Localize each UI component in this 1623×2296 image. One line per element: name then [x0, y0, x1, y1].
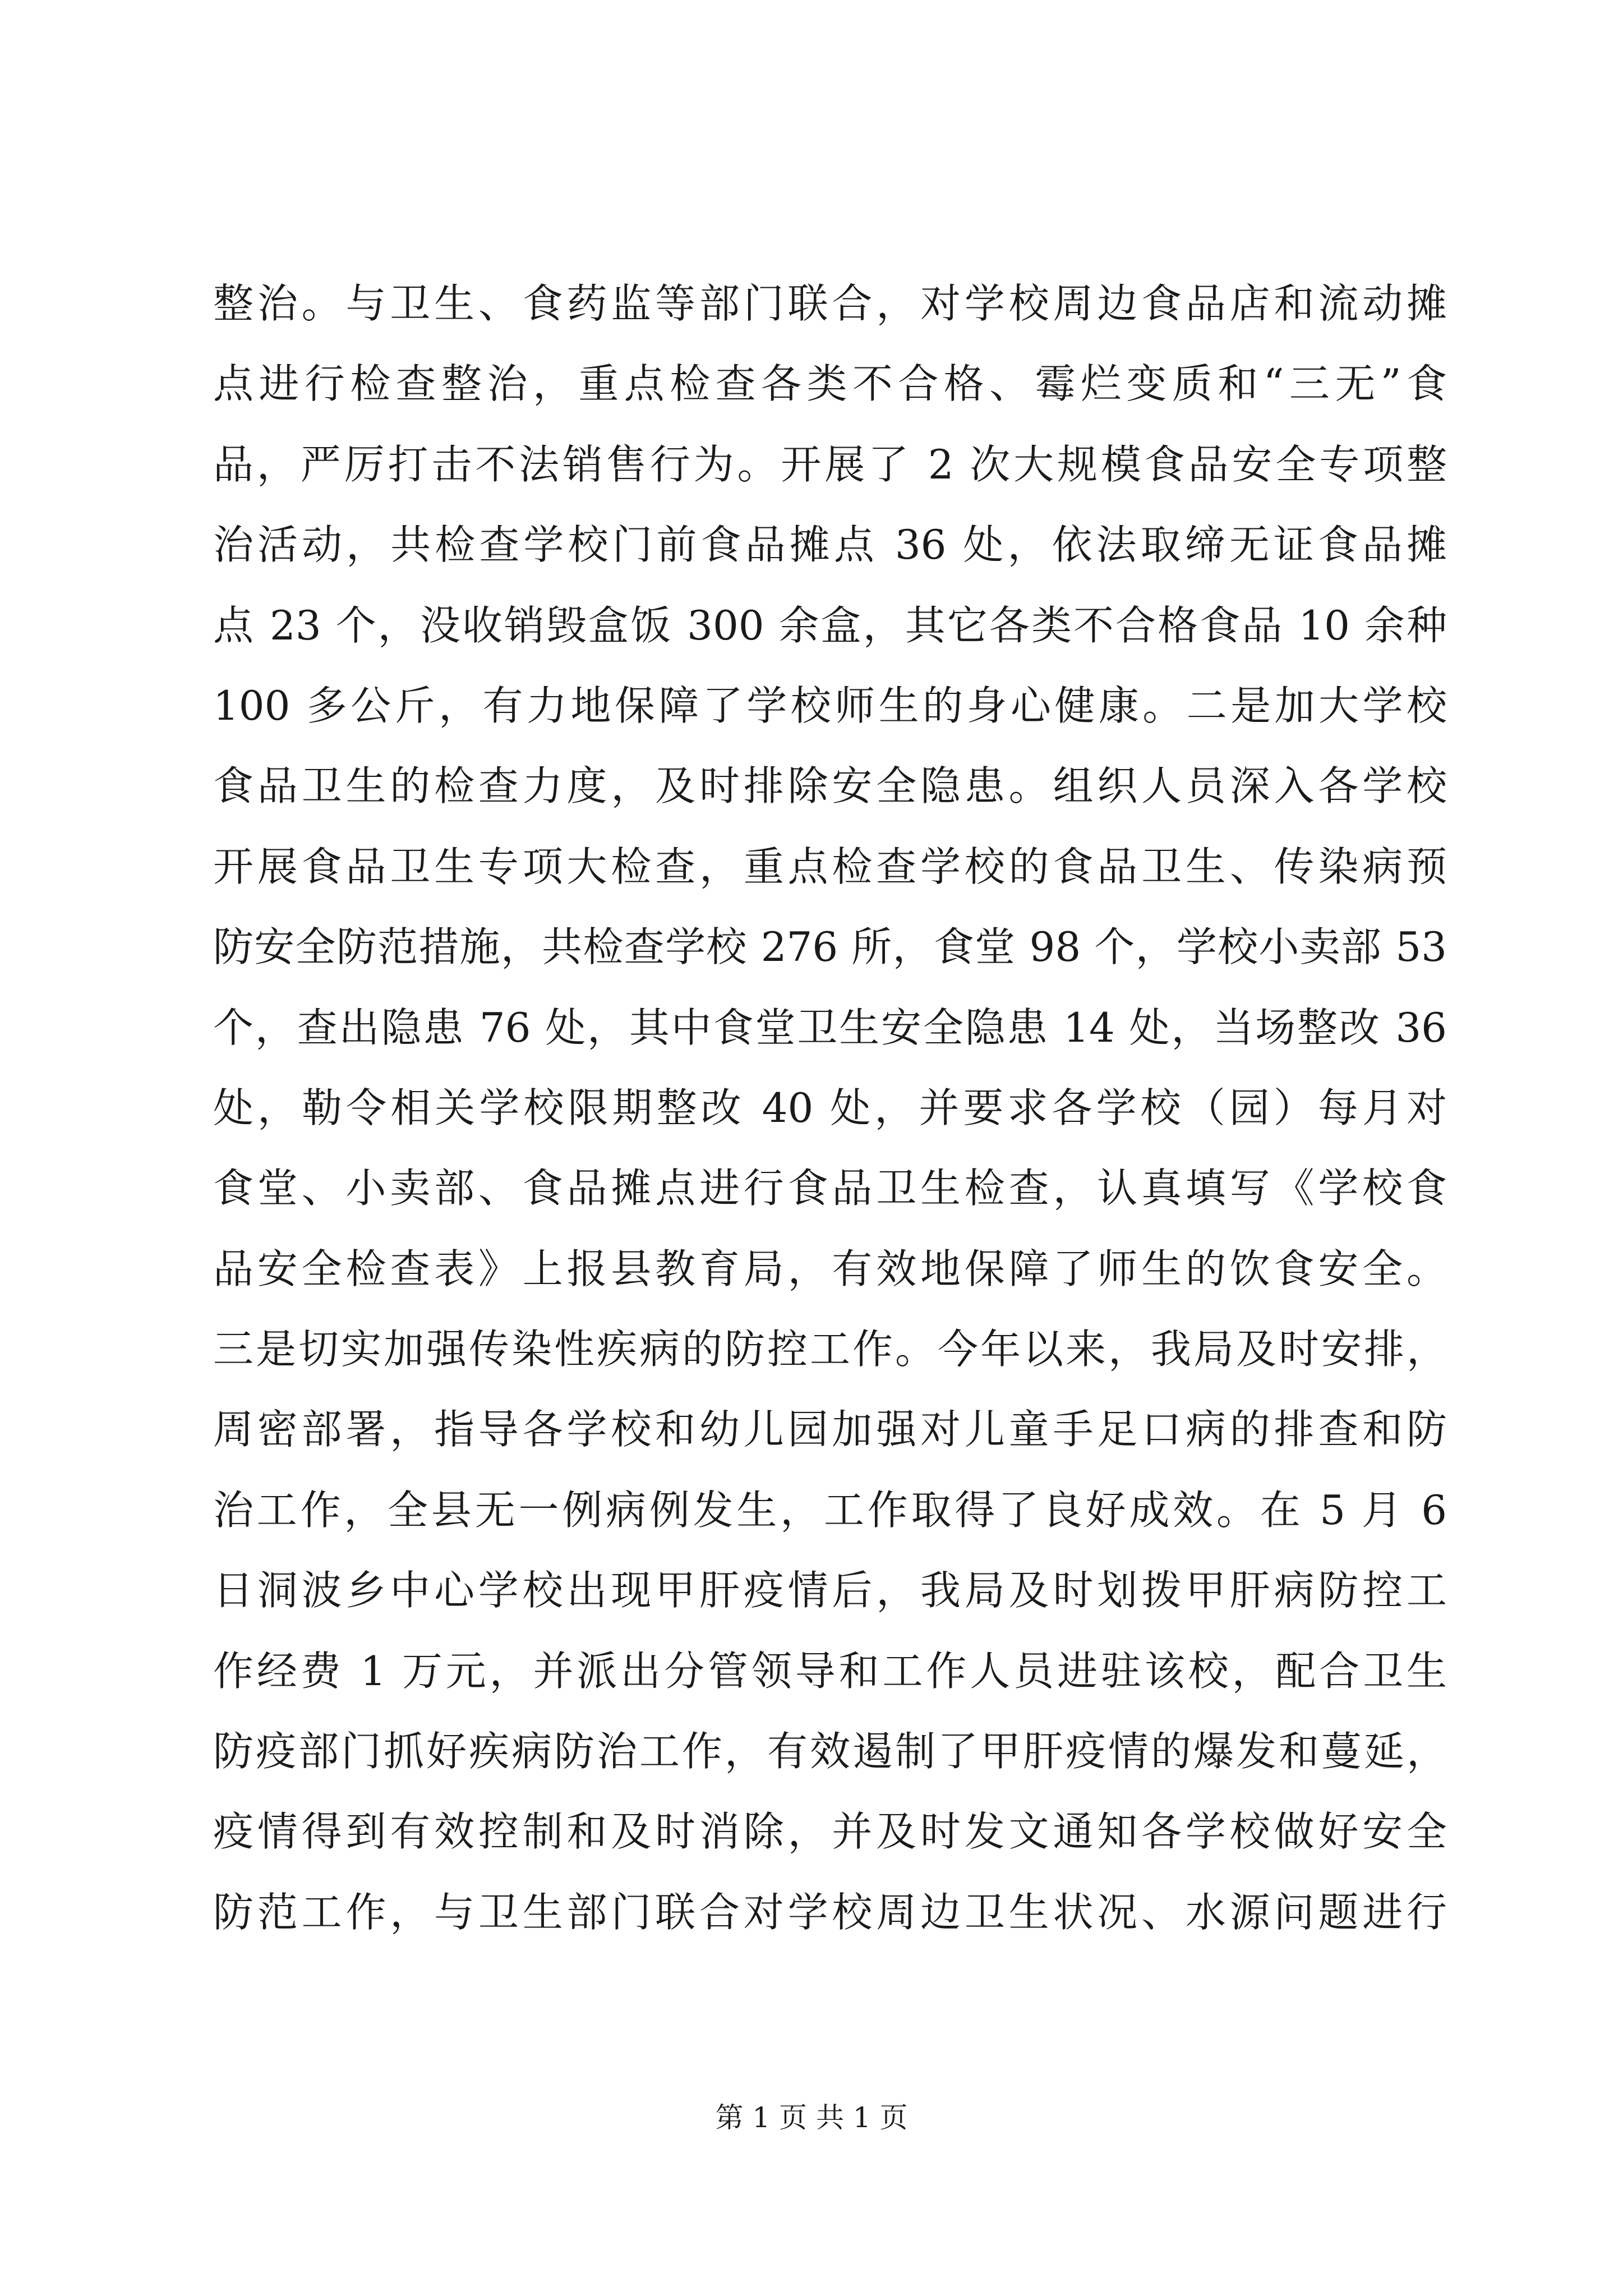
text-line: 点 23 个，没收销毁盒饭 300 余盒，其它各类不合格食品 10 余种	[213, 601, 1447, 649]
page-footer: 第 1 页 共 1 页	[715, 2101, 908, 2134]
text-line: 日洞波乡中心学校出现甲肝疫情后，我局及时划拨甲肝病防控工	[213, 1567, 1447, 1614]
body-text	[213, 264, 1447, 1953]
text-line: 防范工作，与卫生部门联合对学校周边卫生状况、水源问题进行	[213, 1888, 1447, 1936]
text-line: 治工作，全县无一例病例发生，工作取得了良好成效。在 5 月 6	[213, 1486, 1447, 1534]
text-line: 品，严厉打击不法销售行为。开展了 2 次大规模食品安全专项整	[213, 440, 1447, 488]
text-line: 疫情得到有效控制和及时消除，并及时发文通知各学校做好安全	[213, 1808, 1447, 1856]
text-line: 防安全防范措施，共检查学校 276 所，食堂 98 个，学校小卖部 53	[213, 923, 1447, 971]
text-line: 周密部署，指导各学校和幼儿园加强对儿童手足口病的排查和防	[213, 1406, 1447, 1453]
text-line: 三是切实加强传染性疾病的防控工作。今年以来，我局及时安排，	[213, 1326, 1447, 1373]
text-line: 点进行检查整治，重点检查各类不合格、霉烂变质和“三无”食	[213, 360, 1447, 408]
text-line: 开展食品卫生专项大检查，重点检查学校的食品卫生、传染病预	[213, 843, 1447, 890]
text-line: 品安全检查表》上报县教育局，有效地保障了师生的饮食安全。	[213, 1245, 1447, 1292]
text-line: 治活动，共检查学校门前食品摊点 36 处，依法取缔无证食品摊	[213, 521, 1447, 569]
text-line: 处，勒令相关学校限期整改 40 处，并要求各学校（园）每月对	[213, 1084, 1447, 1131]
text-line: 整治。与卫生、食药监等部门联合，对学校周边食品店和流动摊	[213, 280, 1447, 327]
text-line: 作经费 1 万元，并派出分管领导和工作人员进驻该校，配合卫生	[213, 1647, 1447, 1695]
text-line: 防疫部门抓好疾病防治工作，有效遏制了甲肝疫情的爆发和蔓延，	[213, 1728, 1447, 1775]
text-line: 食品卫生的检查力度，及时排除安全隐患。组织人员深入各学校	[213, 762, 1447, 810]
text-line: 个，查出隐患 76 处，其中食堂卫生安全隐患 14 处，当场整改 36	[213, 1004, 1447, 1051]
text-line: 100 多公斤，有力地保障了学校师生的身心健康。二是加大学校	[213, 682, 1447, 729]
text-line: 食堂、小卖部、食品摊点进行食品卫生检查，认真填写《学校食	[213, 1165, 1447, 1212]
